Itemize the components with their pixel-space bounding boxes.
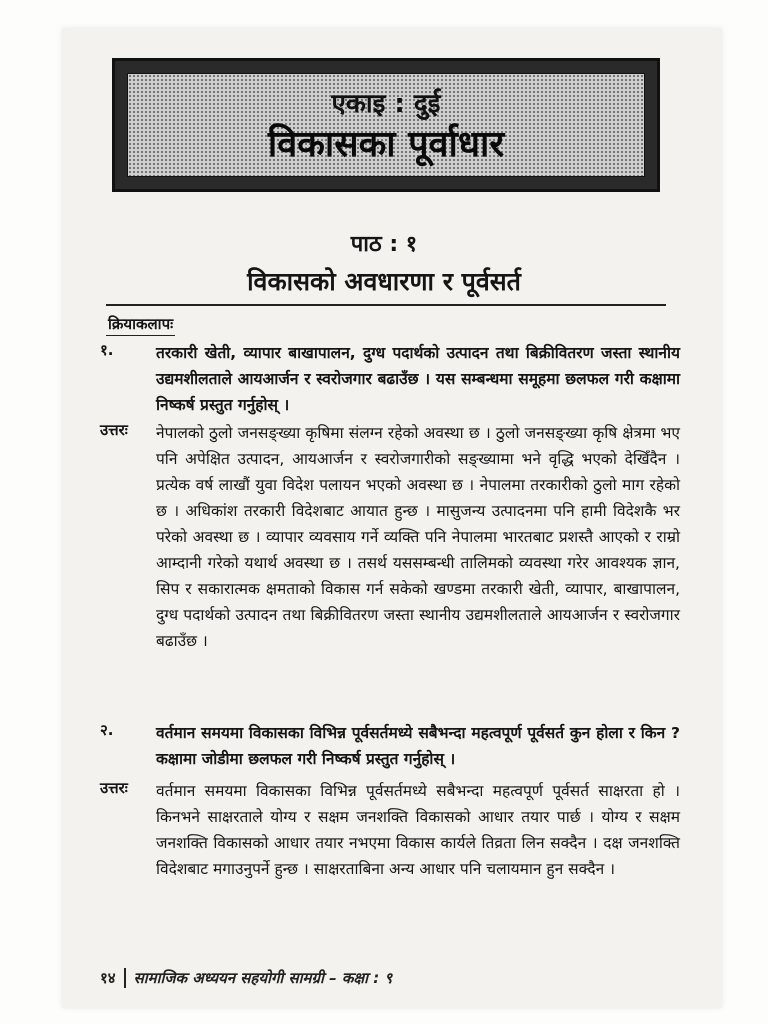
page-footer xyxy=(100,968,680,988)
footer-separator xyxy=(124,968,126,988)
question-2-text: वर्तमान समयमा विकासका विभिन्न पूर्वसर्तमध्ये सबैभन्दा महत्वपूर्ण पूर्वसर्त कुन होला र किन ? कक्षामा जोडीमा छलफल गरी निष्कर्ष प्रस्तुत गर्नुहोस् । xyxy=(156,724,680,768)
answer-1-text: नेपालको ठुलो जनसङ्ख्या कृषिमा संलग्न रहेको अवस्था छ । ठुलो जनसङ्ख्या कृषि क्षेत्रमा भए पनि अपेक्षित उत्पादन, आयआर्जन र स्वरोजगारीको सङ्ख्यामा भने वृद्धि भएको देखिँदैन । प्रत्येक वर्ष लाखौं युवा विदेश पलायन भएको अवस्था छ । नेपालमा तरकारीको ठुलो माग रहेको छ । अधिकांश तरकारी विदेशबाट आयात हुन्छ । मासुजन्य उत्पादनमा पनि हामी विदेशकै भर परेको अवस्था छ । व्यापार व्यवसाय गर्ने व्यक्ति पनि नेपालमा भारतबाट प्रशस्तै आएको र राम्रो आम्दानी गरेको यथार्थ अवस्था छ । तसर्थ यससम्बन्धी तालिमको व्यवस्था गरेर आवश्यक ज्ञान, सिप र सकारात्मक क्षमताको विकास गर्न सकेको खण्डमा तरकारी खेती, व्यापार, बाखापालन, दुग्ध पदार्थको उत्पादन तथा बिक्रीवितरण जस्ता स्थानीय उद्यमशीलताले आयआर्जन र स्वरोजगार बढाउँछ । xyxy=(156,424,680,650)
activity-heading: क्रियाकलापः xyxy=(106,314,175,336)
unit-label: एकाइ : दुई xyxy=(331,89,441,119)
question-1-text: तरकारी खेती, व्यापार बाखापालन, दुग्ध पदार्थको उत्पादन तथा बिक्रीवितरण जस्ता स्थानीय उद्यमशीलताले आयआर्जन र स्वरोजगार बढाउँछ । यस सम्बन्धमा समूहमा छलफल गरी कक्षामा निष्कर्ष प्रस्तुत गर्नुहोस् । xyxy=(156,344,680,414)
section-divider xyxy=(106,304,666,306)
answer-1-label: उत्तरः xyxy=(100,421,128,439)
lesson-title: विकासको अवधारणा र पूर्वसर्त xyxy=(247,267,521,296)
unit-banner-inner xyxy=(127,73,645,177)
lesson-label: पाठ : १ xyxy=(350,232,418,257)
answer-1 xyxy=(100,420,680,710)
unit-banner xyxy=(112,58,660,192)
question-2-number: २. xyxy=(100,721,114,739)
book-title: सामाजिक अध्ययन सहयोगी सामग्री – कक्षा : ९ xyxy=(133,969,393,987)
answer-2-label: उत्तरः xyxy=(100,779,128,797)
question-1 xyxy=(100,340,680,420)
page-number: १४ xyxy=(100,969,116,987)
answer-2 xyxy=(100,778,680,918)
unit-title: विकासका पूर्वाधार xyxy=(267,124,505,165)
question-1-number: १. xyxy=(100,341,114,359)
answer-2-text: वर्तमान समयमा विकासका विभिन्न पूर्वसर्तमध्ये सबैभन्दा महत्वपूर्ण पूर्वसर्त साक्षरता हो । किनभने साक्षरताले योग्य र सक्षम जनशक्ति विकासको आधार तयार पार्छ । योग्य र सक्षम जनशक्ति विकासको आधार तयार नभएमा विकास कार्यले तिव्रता लिन सक्दैन । दक्ष जनशक्ति विदेशबाट मगाउनुपर्ने हुन्छ । साक्षरताबिना अन्य आधार पनि चलायमान हुन सक्दैन । xyxy=(156,782,680,878)
question-2 xyxy=(100,720,680,776)
